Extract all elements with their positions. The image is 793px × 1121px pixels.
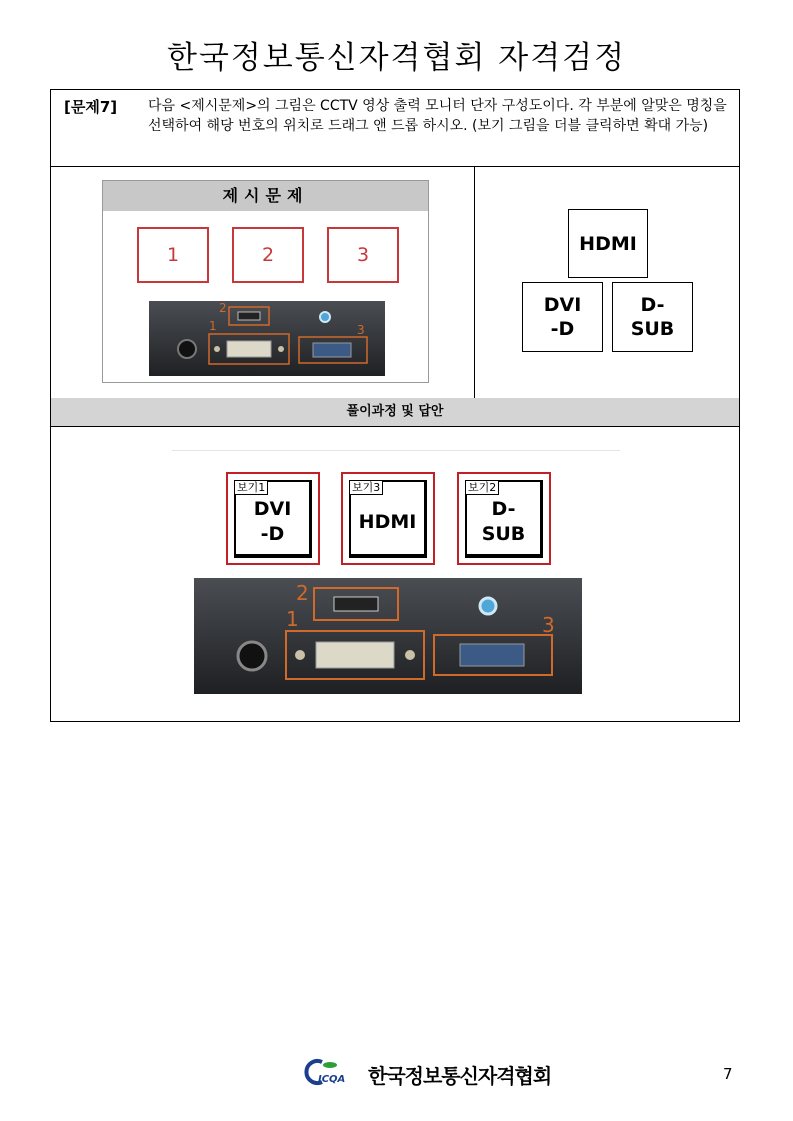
footer-org-name: 한국정보통신자격협회 bbox=[368, 1064, 552, 1088]
monitor-port-photo bbox=[149, 301, 385, 376]
answer-card-1 bbox=[226, 472, 320, 565]
dvi-screw-left bbox=[214, 346, 220, 352]
answer-card-1-line1: DVI bbox=[253, 498, 292, 520]
dsub-port bbox=[313, 343, 351, 357]
audio-jack bbox=[320, 312, 330, 322]
port-label-2: 2 bbox=[219, 301, 227, 315]
answer-dvi-screw-left bbox=[295, 650, 305, 660]
answer-card-3-line1: D- bbox=[491, 498, 516, 520]
drop-slot-3[interactable]: 3 bbox=[327, 227, 399, 283]
answer-port-photo bbox=[194, 578, 582, 694]
answer-card-2 bbox=[341, 472, 435, 565]
choice-dvi-d[interactable] bbox=[522, 282, 603, 352]
problem-panel-title: 제시문제 bbox=[103, 181, 428, 211]
question-text: 다음 <제시문제>의 그림은 CCTV 영상 출력 모니터 단자 구성도이다. 각 부분에 알맞은 명칭을 선택하여 해당 번호의 위치로 드래그 앤 드롭 하시오. (보기 그림을 더블 클릭하면 확대 가능) bbox=[148, 98, 727, 134]
question-sheet bbox=[50, 89, 740, 722]
answer-card-2-tag: 보기3 bbox=[349, 480, 383, 495]
choice-d-sub[interactable] bbox=[612, 282, 693, 352]
answer-dvi-port bbox=[316, 642, 394, 668]
answer-port-label-2: 2 bbox=[296, 581, 309, 605]
dvi-port bbox=[227, 341, 271, 357]
choice-hdmi[interactable] bbox=[568, 209, 648, 278]
answer-dvi-screw-right bbox=[405, 650, 415, 660]
answer-power-jack bbox=[238, 642, 266, 670]
answer-card-3-tag: 보기2 bbox=[465, 480, 499, 495]
choice-hdmi-line1: HDMI bbox=[579, 232, 637, 255]
page-number: 7 bbox=[723, 1065, 733, 1083]
drop-slot-2[interactable]: 2 bbox=[232, 227, 304, 283]
answer-dsub-port bbox=[460, 644, 524, 666]
problem-panel bbox=[102, 180, 429, 383]
power-jack bbox=[178, 340, 196, 358]
answer-card-3-line2: SUB bbox=[481, 523, 526, 545]
drop-slot-1[interactable]: 1 bbox=[137, 227, 209, 283]
answer-card-3 bbox=[457, 472, 551, 565]
solution-area bbox=[51, 426, 739, 721]
hdmi-port bbox=[238, 312, 260, 320]
choice-dvi-d-line2: -D bbox=[550, 318, 575, 340]
dvi-screw-right bbox=[278, 346, 284, 352]
choice-d-sub-line2: SUB bbox=[630, 318, 675, 340]
answer-card-1-line2: -D bbox=[260, 523, 285, 545]
solution-header: 풀이과정 및 답안 bbox=[51, 398, 739, 427]
icqa-logo bbox=[300, 1058, 362, 1086]
choice-d-sub-line1: D- bbox=[640, 294, 665, 316]
icqa-logo-leaf bbox=[323, 1062, 337, 1068]
port-label-3: 3 bbox=[357, 323, 365, 337]
question-number: [문제7] bbox=[64, 98, 118, 116]
page-title: 한국정보통신자격협회 자격검정 bbox=[166, 40, 627, 76]
answer-port-label-3: 3 bbox=[542, 613, 555, 637]
problem-row bbox=[51, 166, 739, 399]
column-divider bbox=[474, 166, 475, 398]
solution-rule bbox=[172, 450, 620, 451]
question-row bbox=[51, 90, 739, 167]
icqa-logo-text: ICQA bbox=[318, 1074, 346, 1085]
answer-card-1-tag: 보기1 bbox=[234, 480, 268, 495]
choice-dvi-d-line1: DVI bbox=[543, 294, 582, 316]
answer-hdmi-port bbox=[334, 597, 378, 611]
answer-card-2-line1: HDMI bbox=[358, 510, 417, 533]
port-label-1: 1 bbox=[209, 319, 217, 333]
answer-port-label-1: 1 bbox=[286, 607, 299, 631]
answer-audio-jack bbox=[480, 598, 496, 614]
